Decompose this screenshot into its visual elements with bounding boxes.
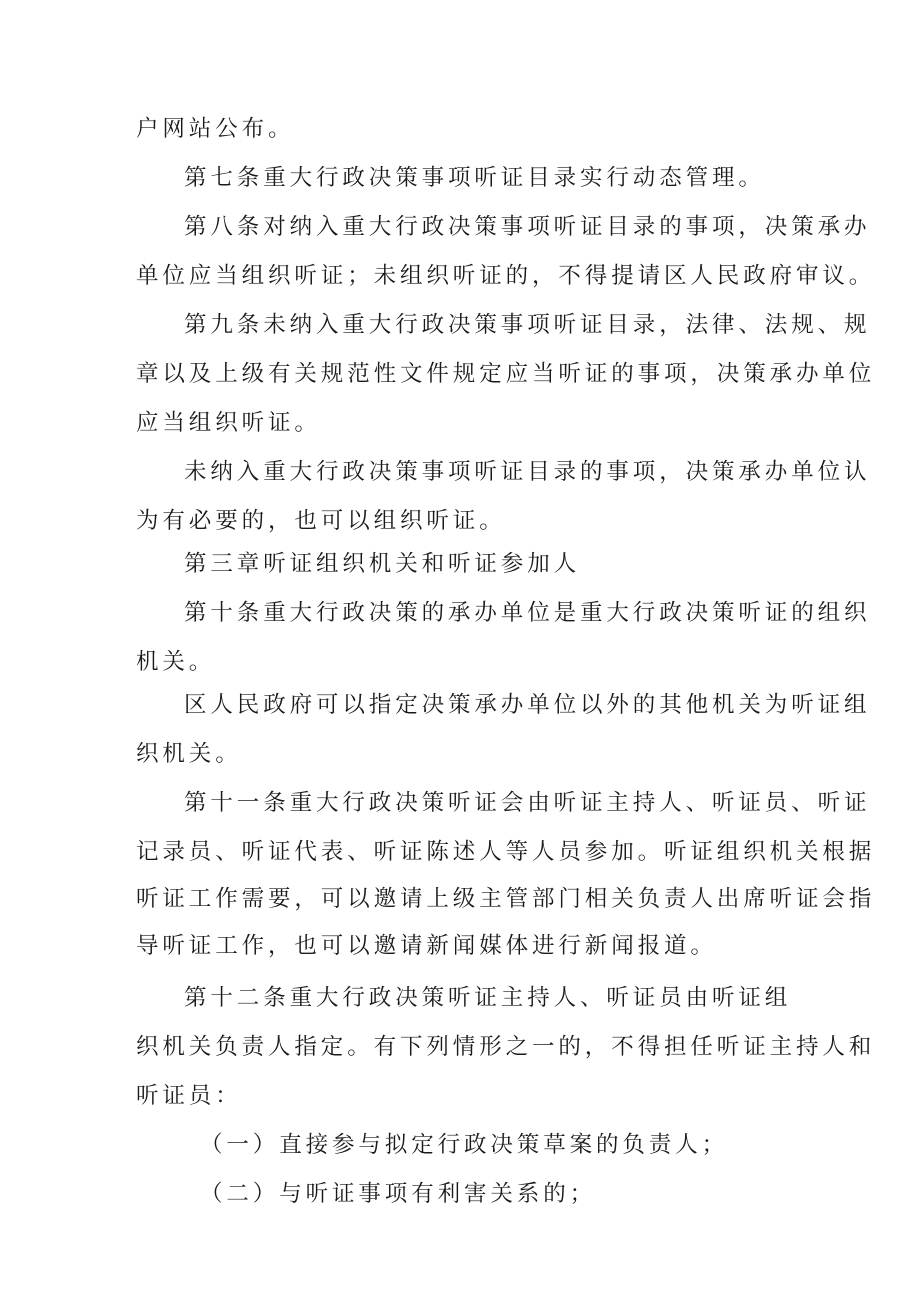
article-11: 第十一条重大行政决策听证会由听证主持人、听证员、听证 (184, 790, 871, 816)
article-9: 第九条未纳入重大行政决策事项听证目录，法律、法规、规 (184, 312, 871, 338)
text-line: 户网站公布。 (136, 116, 295, 142)
text-line: 单位应当组织听证；未组织听证的，不得提请区人民政府审议。 (136, 263, 876, 289)
text-line: 织机关负责人指定。有下列情形之一的，不得担任听证主持人和 (136, 1034, 876, 1060)
text-line: 记录员、听证代表、听证陈述人等人员参加。听证组织机关根据 (136, 839, 876, 865)
text-line: 织机关。 (136, 741, 242, 767)
text-line: 应当组织听证。 (136, 410, 321, 436)
text-line: 机关。 (136, 649, 216, 675)
text-line: 听证工作需要，可以邀请上级主管部门相关负责人出席听证会指 (136, 886, 876, 912)
text-line: 章以及上级有关规范性文件规定应当听证的事项，决策承办单位 (136, 361, 876, 387)
article-12: 第十二条重大行政决策听证主持人、听证员由听证组 (184, 985, 792, 1011)
list-item: （二）与听证事项有利害关系的； (200, 1181, 597, 1207)
article-10: 第十条重大行政决策的承办单位是重大行政决策听证的组织 (184, 600, 871, 626)
chapter-3-heading: 第三章听证组织机关和听证参加人 (184, 551, 581, 577)
text-line: 听证员： (136, 1083, 242, 1109)
text-line: 区人民政府可以指定决策承办单位以外的其他机关为听证组 (184, 692, 871, 718)
text-line: 导听证工作，也可以邀请新闻媒体进行新闻报道。 (136, 933, 717, 959)
text-line: 为有必要的，也可以组织听证。 (136, 508, 506, 534)
list-item: （一）直接参与拟定行政决策草案的负责人； (200, 1132, 729, 1158)
article-8: 第八条对纳入重大行政决策事项听证目录的事项，决策承办 (184, 214, 871, 240)
article-7: 第七条重大行政决策事项听证目录实行动态管理。 (184, 165, 765, 191)
text-line: 未纳入重大行政决策事项听证目录的事项，决策承办单位认 (184, 459, 871, 485)
